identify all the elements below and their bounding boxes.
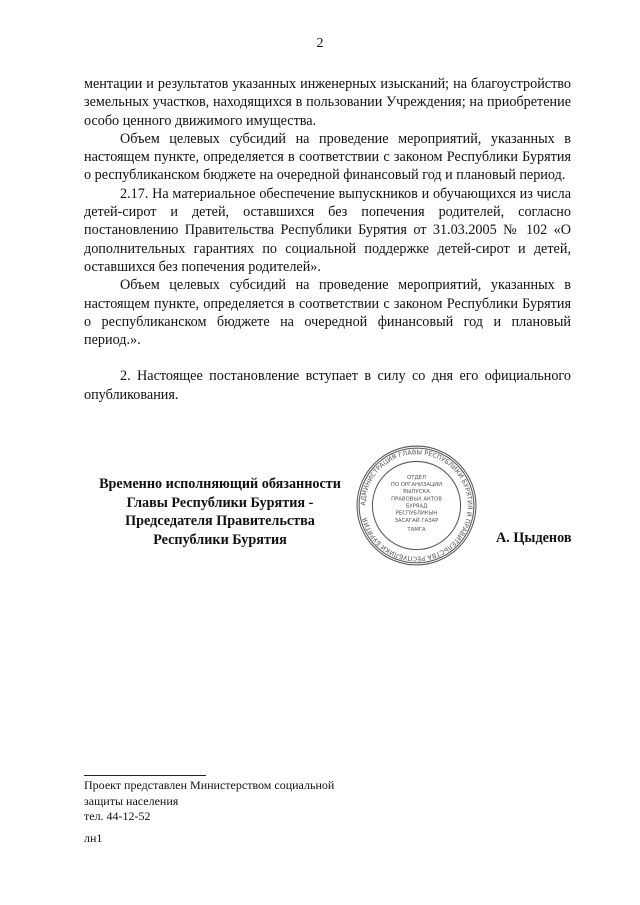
signature-title-line: Главы Республики Бурятия - — [126, 494, 314, 511]
stamp-ring-text: АДМИНИСТРАЦИЯ ГЛАВЫ РЕСПУБЛИКИ БУРЯТИЯ И ПРАВИТЕЛЬСТВА РЕСПУБЛИКИ БУРЯТИЯ — [359, 448, 474, 563]
signature-title-line: Временно исполняющий обязанности — [99, 476, 341, 492]
official-stamp — [355, 444, 478, 567]
footnote-phone: тел. 44-12-52 — [84, 809, 151, 823]
stamp-center-text — [391, 475, 442, 533]
footnote-line: Проект представлен Министерством социальной — [84, 778, 335, 792]
paragraph-2-17: 2.17. На материальное обеспечение выпускников и обучающихся из числа детей-сирот и детей, оставшихся без попечения родителей, согласно постановлению Правительства Республики Бурятия от 31.03.2005 № 102 «О дополнительных гарантиях по социальной поддержке детей-сирот и детей, оставшихся без попечения родителей». — [84, 185, 571, 275]
svg-text:РЕСПУБЛИКЫН: РЕСПУБЛИКЫН — [395, 510, 438, 517]
svg-text:БУРЯАД: БУРЯАД — [405, 503, 428, 510]
document-code: лн1 — [84, 830, 103, 845]
svg-text:ТАМГА: ТАМГА — [407, 527, 426, 534]
svg-text:ПРАВОВЫХ АКТОВ: ПРАВОВЫХ АКТОВ — [391, 496, 442, 503]
footnote-divider — [84, 775, 206, 776]
page-number: 2 — [316, 36, 324, 51]
paragraph-effective-date: 2. Настоящее постановление вступает в силу со дня его официального опубликования. — [84, 368, 571, 403]
svg-text:ВЫПУСКА: ВЫПУСКА — [403, 489, 430, 496]
footnote — [84, 778, 334, 846]
svg-text:ПО ОРГАНИЗАЦИИ: ПО ОРГАНИЗАЦИИ — [390, 482, 443, 489]
svg-text:ОТДЕЛ: ОТДЕЛ — [407, 474, 426, 481]
paragraph-subsidy-volume-2: Объем целевых субсидий на проведение мероприятий, указанных в настоящем пункте, определяется в соответствии с законом Республики Бурятия о республиканском бюджете на очередной финансовый год и плановый период.». — [84, 277, 571, 349]
signature-title — [70, 475, 370, 549]
footnote-line: защиты населения — [84, 793, 179, 808]
document-body — [84, 75, 571, 404]
signatory-name: А. Цыденов — [496, 530, 572, 546]
svg-text:ЗАСАГАЙ ГАЗАР: ЗАСАГАЙ ГАЗАР — [394, 517, 439, 524]
signature-title-line: Председателя Правительства — [125, 513, 315, 529]
paragraph-subsidy-volume-1: Объем целевых субсидий на проведение мероприятий, указанных в настоящем пункте, определяется в соответствии с законом Республики Бурятия о республиканском бюджете на очередной финансовый год и плановый период. — [84, 130, 571, 184]
paragraph-continuation: ментации и результатов указанных инженерных изысканий; на благоустройство земельных участков, находящихся в пользовании Учреждения; на приобретение особо ценного движимого имущества. — [84, 76, 571, 129]
signature-title-line: Республики Бурятия — [153, 531, 287, 548]
